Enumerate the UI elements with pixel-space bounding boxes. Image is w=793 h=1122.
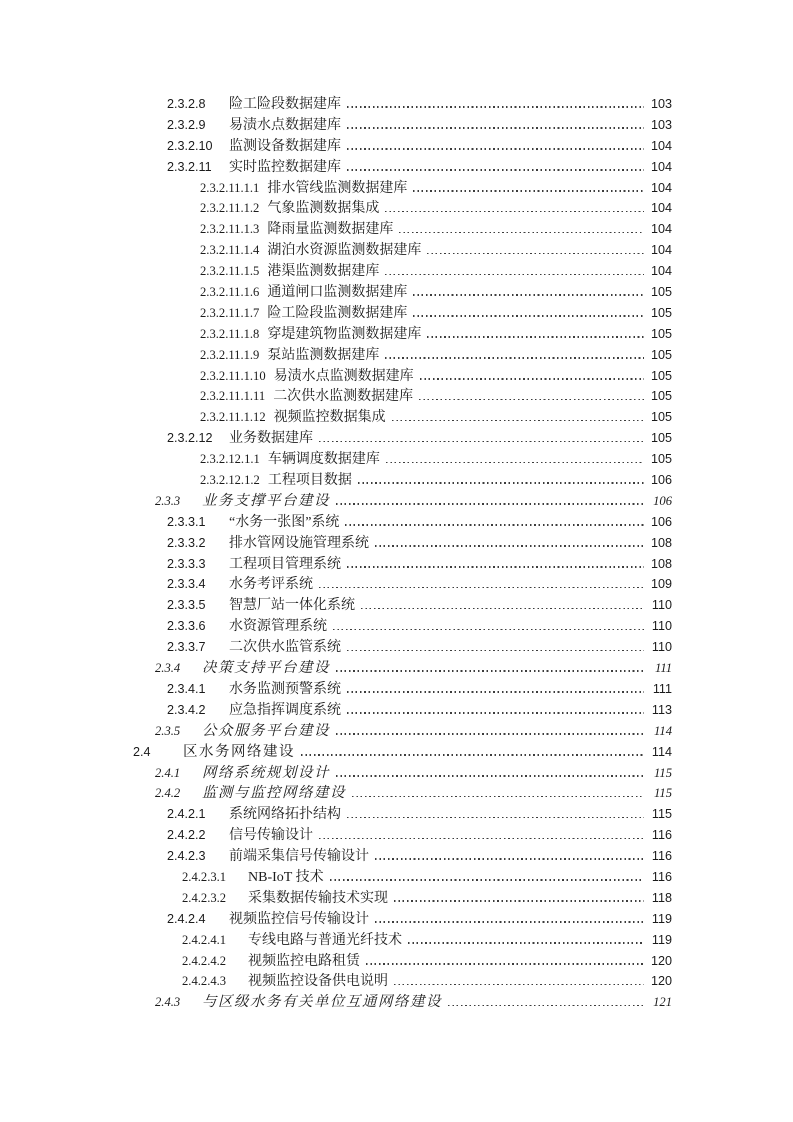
toc-entry-title: 业务支撑平台建设 <box>202 492 330 509</box>
toc-entry-number: 2.4.2.3 <box>167 849 206 864</box>
toc-entry-number: 2.3.2.11.1.11 <box>200 389 266 404</box>
toc-entry-title: 视频监控设备供电说明 <box>248 974 388 990</box>
toc-entry-title: 二次供水监管系统 <box>229 640 341 656</box>
toc-entry-title: 易渍水点数据建库 <box>229 117 341 133</box>
toc-entry[interactable] <box>0 491 672 512</box>
toc-entry[interactable] <box>0 115 672 136</box>
toc-entry[interactable] <box>0 595 672 616</box>
toc-entry[interactable] <box>0 658 672 679</box>
toc-leader-dots <box>375 858 644 860</box>
toc-entry-title: 湖泊水资源监测数据建库 <box>267 243 422 259</box>
toc-entry-title: 决策支持平台建设 <box>202 660 330 677</box>
toc-entry-page: 120 <box>650 953 672 968</box>
toc-entry-page: 119 <box>651 932 672 947</box>
toc-entry-page: 105 <box>650 285 672 300</box>
toc-entry-number: 2.4.2.3.2 <box>182 890 227 905</box>
toc-leader-dots <box>427 336 644 338</box>
toc-entry-title: 与区级水务有关单位互通网络建设 <box>202 994 442 1011</box>
toc-leader-dots <box>385 211 644 213</box>
toc-entry-page: 109 <box>650 577 672 592</box>
toc-entry-page: 103 <box>650 117 672 132</box>
toc-entry-number: 2.3.2.11.1.6 <box>200 285 260 300</box>
toc-entry-title: 区水务网络建设 <box>183 743 295 760</box>
toc-entry-page: 104 <box>650 243 672 258</box>
toc-leader-dots <box>413 190 644 192</box>
toc-entry-page: 104 <box>650 138 672 153</box>
toc-leader-dots <box>385 274 644 276</box>
toc-entry[interactable] <box>0 825 672 846</box>
toc-entry[interactable] <box>0 971 672 992</box>
toc-entry[interactable] <box>0 407 672 428</box>
toc-entry-title: 排水管网设施管理系统 <box>229 535 369 551</box>
toc-entry[interactable] <box>0 742 672 763</box>
toc-leader-dots <box>413 294 644 296</box>
toc-leader-dots <box>301 754 644 756</box>
toc-entry[interactable] <box>0 512 672 533</box>
toc-leader-dots <box>336 503 644 505</box>
toc-entry-number: 2.3.2.11.1.1 <box>200 180 260 195</box>
toc-entry-title: 水资源管理系统 <box>229 619 327 635</box>
toc-entry-page: 111 <box>652 681 672 696</box>
toc-entry[interactable] <box>0 428 672 449</box>
toc-entry-number: 2.4.2.3.1 <box>182 869 227 884</box>
toc-leader-dots <box>319 441 644 443</box>
toc-entry-page: 105 <box>650 389 672 404</box>
toc-entry-title: 港渠监测数据建库 <box>267 264 380 280</box>
toc-leader-dots <box>419 399 644 401</box>
toc-entry-title: 降雨量监测数据建库 <box>267 222 394 238</box>
toc-entry-number: 2.4.2.4.2 <box>182 953 227 968</box>
toc-entry-page: 114 <box>654 723 672 738</box>
toc-leader-dots <box>347 169 644 171</box>
toc-entry-title: 险工险段监测数据建库 <box>267 305 408 321</box>
toc-leader-dots <box>347 817 644 819</box>
toc-entry-title: 视频监控电路租赁 <box>248 953 360 969</box>
toc-entry[interactable] <box>0 178 672 199</box>
toc-leader-dots <box>420 378 644 380</box>
toc-entry-title: 实时监控数据建库 <box>229 159 341 175</box>
toc-entry[interactable] <box>0 700 672 721</box>
toc-entry-page: 115 <box>651 807 672 822</box>
toc-entry-page: 105 <box>650 305 672 320</box>
toc-entry-number: 2.4.2.4 <box>167 911 206 926</box>
toc-entry-page: 103 <box>650 97 672 111</box>
toc-entry[interactable] <box>0 345 672 366</box>
toc-entry-title: 险工险段数据建库 <box>229 97 341 112</box>
toc-entry-number: 2.3.4.1 <box>167 681 206 696</box>
toc-entry[interactable] <box>0 783 672 804</box>
toc-leader-dots <box>333 629 644 631</box>
toc-entry-title: 网络系统规划设计 <box>202 764 330 781</box>
toc-entry-page: 116 <box>651 869 672 884</box>
toc-entry-number: 2.3.2.11.1.7 <box>200 305 260 320</box>
toc-entry[interactable] <box>0 94 672 115</box>
toc-leader-dots <box>319 838 644 840</box>
toc-entry[interactable] <box>0 366 672 387</box>
toc-leader-dots <box>347 566 644 568</box>
toc-entry-number: 2.3.2.11.1.2 <box>200 201 260 216</box>
toc-entry-number: 2.3.2.11.1.4 <box>200 243 260 258</box>
toc-entry-number: 2.3.3.7 <box>167 640 206 655</box>
toc-entry[interactable] <box>0 470 672 491</box>
toc-leader-dots <box>408 942 644 944</box>
toc-entry-number: 2.3.3.6 <box>167 619 206 634</box>
toc-entry[interactable] <box>0 909 672 930</box>
toc-entry-title: 智慧厂站一体化系统 <box>229 598 355 614</box>
toc-entry-page: 104 <box>650 264 672 279</box>
toc-leader-dots <box>386 462 644 464</box>
toc-entry[interactable] <box>0 449 672 470</box>
toc-entry-number: 2.3.2.11 <box>167 159 212 174</box>
toc-entry-number: 2.4.2.2 <box>167 828 206 843</box>
toc-entry-page: 104 <box>650 159 672 174</box>
toc-leader-dots <box>319 587 644 589</box>
toc-leader-dots <box>336 775 644 777</box>
toc-leader-dots <box>399 232 644 234</box>
toc-entry-number: 2.3.2.11.1.8 <box>200 326 260 341</box>
toc-leader-dots <box>394 900 644 902</box>
toc-leader-dots <box>347 650 644 652</box>
toc-entry-number: 2.3.2.11.1.12 <box>200 410 266 425</box>
toc-entry-number: 2.3.2.11.1.5 <box>200 264 260 279</box>
toc-entry[interactable] <box>0 219 672 240</box>
toc-entry-number: 2.3.2.11.1.3 <box>200 222 260 237</box>
toc-entry-number: 2.3.3.1 <box>167 514 206 529</box>
toc-leader-dots <box>413 315 644 317</box>
toc-entry-page: 110 <box>651 619 672 634</box>
toc-entry[interactable] <box>0 721 672 742</box>
toc-entry[interactable] <box>0 867 672 888</box>
toc-entry-page: 106 <box>653 493 672 508</box>
toc-entry[interactable] <box>0 846 672 867</box>
toc-leader-dots <box>361 608 644 610</box>
toc-entry-number: 2.3.4.2 <box>167 702 206 717</box>
toc-entry-title: 监测与监控网络建设 <box>202 785 346 802</box>
toc-entry-title: 采集数据传输技术实现 <box>248 890 388 906</box>
toc-entry-page: 105 <box>650 326 672 341</box>
toc-entry-number: 2.3.4 <box>155 661 181 676</box>
toc-entry-title: 应急指挥调度系统 <box>229 702 341 718</box>
toc-entry-page: 118 <box>651 890 672 905</box>
toc-entry-title: 信号传输设计 <box>229 828 313 844</box>
toc-leader-dots <box>427 253 644 255</box>
toc-entry-title: 公众服务平台建设 <box>202 722 330 739</box>
toc-entry-page: 121 <box>653 995 672 1010</box>
toc-entry-title: 二次供水监测数据建库 <box>273 389 414 405</box>
toc-entry-title: 监测设备数据建库 <box>229 138 341 154</box>
toc-entry-number: 2.3.3.4 <box>167 577 206 592</box>
toc-entry-page: 105 <box>650 410 672 425</box>
toc-entry-number: 2.3.2.10 <box>167 138 213 153</box>
toc-entry-number: 2.3.2.12.1.2 <box>200 473 260 488</box>
toc-leader-dots <box>352 796 644 798</box>
toc-entry-title: 通道闸口监测数据建库 <box>267 285 408 301</box>
toc-entry-page: 120 <box>650 974 672 989</box>
toc-entry-page: 110 <box>651 598 672 613</box>
toc-entry-page: 105 <box>650 368 672 383</box>
toc-entry-number: 2.3.3 <box>155 493 181 508</box>
toc-entry[interactable] <box>0 888 672 909</box>
toc-leader-dots <box>448 1005 644 1007</box>
toc-entry-page: 105 <box>650 431 672 446</box>
toc-entry-page: 113 <box>651 702 672 717</box>
toc-entry[interactable] <box>0 198 672 219</box>
toc-leader-dots <box>347 712 644 714</box>
toc-entry[interactable] <box>0 136 672 157</box>
toc-entry-title: 工程项目数据 <box>267 473 352 489</box>
toc-entry-title: 视频监控数据集成 <box>273 410 386 426</box>
toc-entry-number: 2.4.2.4.1 <box>182 932 227 947</box>
toc-leader-dots <box>347 148 644 150</box>
toc-entry-page: 104 <box>650 201 672 216</box>
toc-entry[interactable] <box>0 386 672 407</box>
toc-leader-dots <box>347 691 644 693</box>
toc-entry[interactable] <box>0 533 672 554</box>
toc-leader-dots <box>366 963 644 965</box>
toc-entry-number: 2.4.1 <box>155 765 181 780</box>
toc-entry-title: 车辆调度数据建库 <box>267 452 380 468</box>
toc-entry[interactable] <box>0 554 672 575</box>
toc-entry-number: 2.4.2.4.3 <box>182 974 227 989</box>
toc-leader-dots <box>375 921 644 923</box>
toc-entry-page: 104 <box>650 180 672 195</box>
toc-entry-number: 2.3.2.12 <box>167 431 213 446</box>
toc-entry-title: 穿堤建筑物监测数据建库 <box>267 326 422 342</box>
toc-entry-title: NB-IoT 技术 <box>248 869 324 885</box>
toc-leader-dots <box>347 106 644 108</box>
toc-entry-page: 106 <box>650 514 672 529</box>
toc-entry-number: 2.3.2.11.1.9 <box>200 347 260 362</box>
toc-entry-page: 115 <box>654 786 672 801</box>
toc-entry-page: 105 <box>650 347 672 362</box>
toc-entry[interactable] <box>0 261 672 282</box>
toc-entry-page: 119 <box>651 911 672 926</box>
toc-entry[interactable] <box>0 951 672 972</box>
toc-leader-dots <box>345 524 644 526</box>
toc-entry-number: 2.4.2.1 <box>167 807 206 822</box>
toc-leader-dots <box>330 879 644 881</box>
toc-entry[interactable] <box>0 574 672 595</box>
toc-entry-number: 2.3.2.8 <box>167 97 206 111</box>
toc-entry-number: 2.4.2 <box>155 786 181 801</box>
toc-entry-page: 108 <box>650 535 672 550</box>
toc-entry-page: 115 <box>654 765 672 780</box>
toc-entry-title: “水务一张图”系统 <box>229 514 340 530</box>
toc-entry-title: 水务监测预警系统 <box>229 681 341 697</box>
toc-leader-dots <box>394 984 644 986</box>
toc-entry-title: 气象监测数据集成 <box>267 201 380 217</box>
toc-leader-dots <box>392 420 644 422</box>
toc-entry-page: 111 <box>654 661 672 676</box>
toc-entry-number: 2.4.3 <box>155 995 181 1010</box>
toc-leader-dots <box>385 357 644 359</box>
toc-entry[interactable] <box>0 303 672 324</box>
toc-entry-page: 106 <box>650 473 672 488</box>
toc-entry-title: 工程项目管理系统 <box>229 556 341 572</box>
toc-entry-title: 视频监控信号传输设计 <box>229 911 369 927</box>
toc-entry-page: 116 <box>651 828 672 843</box>
toc-entry-number: 2.3.3.5 <box>167 598 206 613</box>
toc-entry[interactable] <box>0 679 672 700</box>
toc-entry-title: 业务数据建库 <box>229 431 313 447</box>
toc-entry[interactable] <box>0 157 672 178</box>
toc-entry-number: 2.4 <box>133 744 151 759</box>
toc-entry-title: 易渍水点监测数据建库 <box>273 368 414 384</box>
toc-entry-title: 排水管线监测数据建库 <box>267 180 408 196</box>
toc-leader-dots <box>358 482 644 484</box>
toc-leader-dots <box>375 545 644 547</box>
toc-entry[interactable] <box>0 930 672 951</box>
toc-entry-page: 116 <box>651 849 672 864</box>
toc-leader-dots <box>336 670 644 672</box>
toc-entry-number: 2.3.3.2 <box>167 535 206 550</box>
toc-entry-page: 105 <box>650 452 672 467</box>
toc-entry[interactable] <box>0 282 672 303</box>
toc-entry[interactable] <box>0 804 672 825</box>
toc-entry-page: 108 <box>650 556 672 571</box>
toc-entry-number: 2.3.2.11.1.10 <box>200 368 266 383</box>
toc-entry[interactable] <box>0 992 672 1013</box>
toc-entry-title: 水务考评系统 <box>229 577 313 593</box>
toc-entry-number: 2.3.2.9 <box>167 117 206 132</box>
toc-entry-title: 泵站监测数据建库 <box>267 347 380 363</box>
toc-leader-dots <box>347 127 644 129</box>
toc-entry[interactable] <box>0 240 672 261</box>
toc-entry-number: 2.3.2.12.1.1 <box>200 452 260 467</box>
toc-entry-page: 114 <box>651 744 672 759</box>
toc-entry-title: 系统网络拓扑结构 <box>229 807 341 823</box>
toc-entry[interactable] <box>0 763 672 784</box>
toc-entry-page: 110 <box>651 640 672 655</box>
toc-entry[interactable] <box>0 616 672 637</box>
toc-entry-number: 2.3.3.3 <box>167 556 206 571</box>
toc-entry-page: 104 <box>650 222 672 237</box>
toc-list <box>0 94 672 1013</box>
toc-entry[interactable] <box>0 324 672 345</box>
toc-entry-number: 2.3.5 <box>155 723 181 738</box>
toc-leader-dots <box>336 733 644 735</box>
toc-entry-title: 专线电路与普通光纤技术 <box>248 932 402 948</box>
toc-entry-title: 前端采集信号传输设计 <box>229 849 369 865</box>
toc-entry[interactable] <box>0 637 672 658</box>
